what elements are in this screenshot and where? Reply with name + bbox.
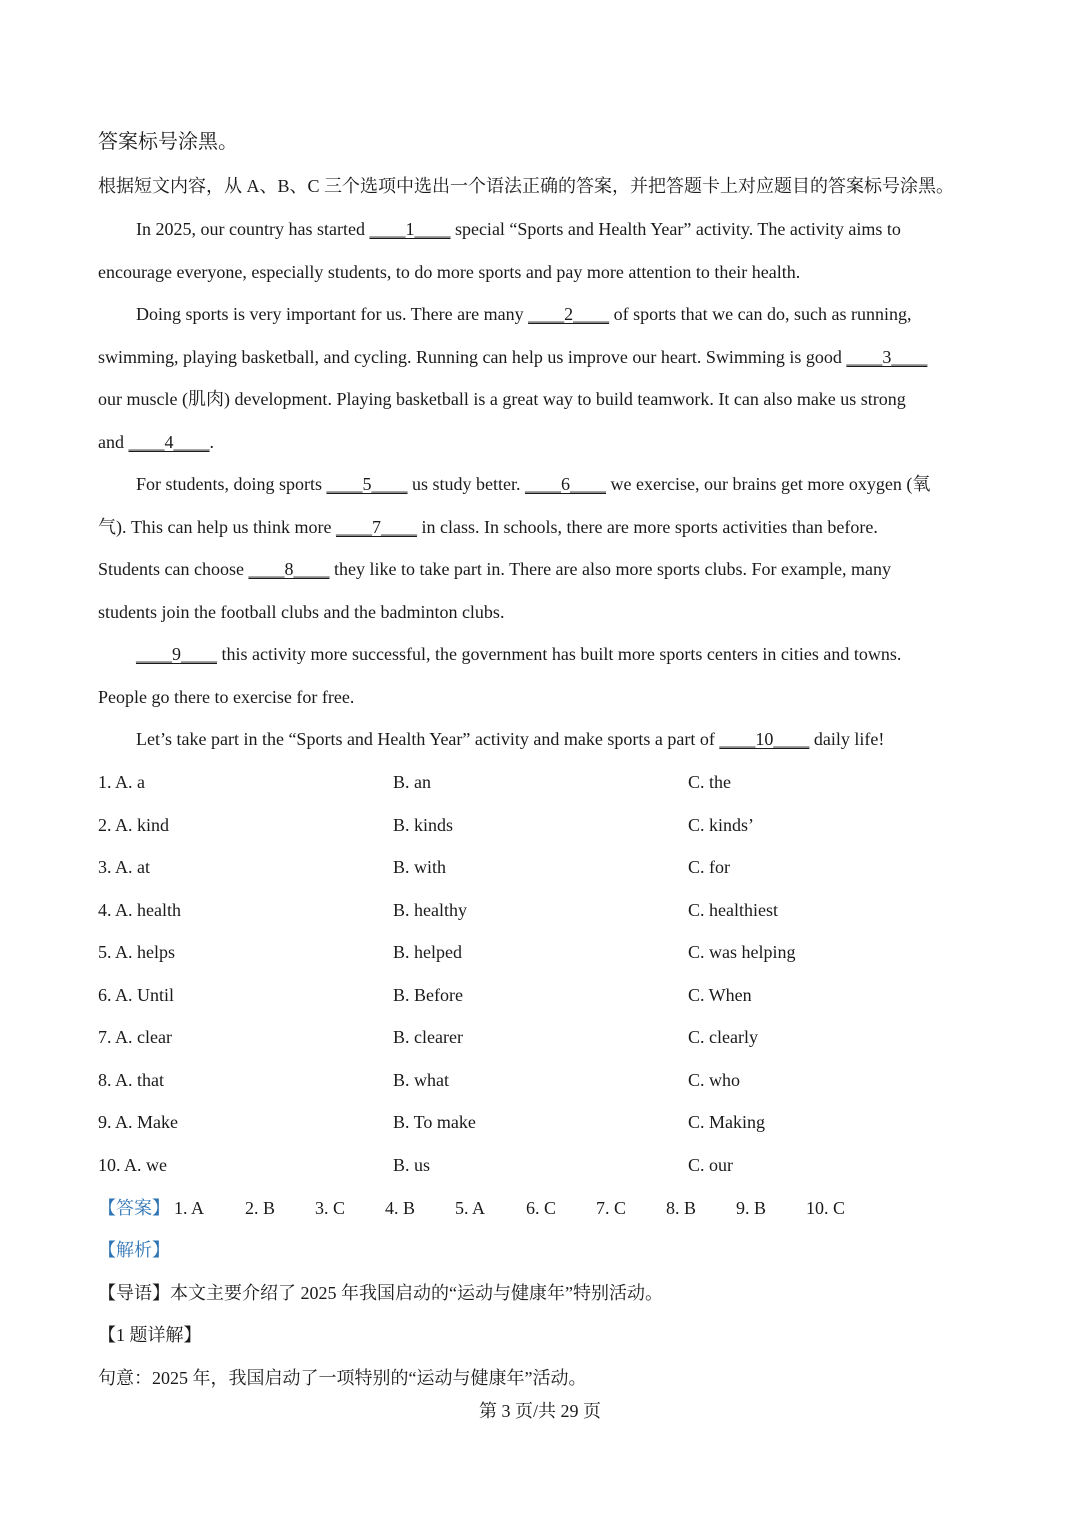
blank-4: ____4____ (128, 432, 210, 452)
option-a: 1. A. a (98, 772, 145, 792)
option-c: C. for (688, 857, 730, 877)
blank-2: ____2____ (528, 304, 610, 324)
option-c: C. our (688, 1154, 733, 1175)
passage-line: Students can choose ____8____ they like to take part in. There are also more sports clubs. For example, many (98, 559, 891, 579)
option-row (98, 940, 998, 964)
option-b: B. Before (393, 984, 463, 1005)
option-a: 9. A. Make (98, 1112, 178, 1132)
option-c: C. healthiest (688, 899, 778, 920)
option-row (98, 813, 998, 837)
option-b: B. us (393, 1154, 431, 1175)
option-row (98, 1025, 998, 1049)
option-a: 8. A. that (98, 1069, 164, 1090)
answer-label: 【答案】 (98, 1198, 170, 1218)
option-a: 2. A. kind (98, 814, 170, 835)
answer-item: 4. B (385, 1198, 416, 1218)
option-row (98, 1110, 998, 1134)
passage-line: Let’s take part in the “Sports and Health Year” activity and make sports a part of ____10____ daily life! (136, 729, 885, 749)
option-b: B. clearer (393, 1027, 463, 1047)
answer-item: 1. A (174, 1198, 205, 1218)
option-a: 10. A. we (98, 1154, 167, 1175)
question-1-label: 【1 题详解】 (98, 1325, 202, 1345)
page-footer: 第 3 页/共 29 页 (478, 1401, 601, 1421)
option-b: B. kinds (393, 814, 454, 835)
option-a: 3. A. at (98, 857, 150, 877)
option-b: B. with (393, 857, 447, 877)
analysis-label: 【解析】 (98, 1240, 170, 1260)
option-b: B. healthy (393, 899, 467, 920)
option-c: C. the (688, 772, 731, 792)
answer-item: 5. A (455, 1198, 486, 1218)
option-c: C. When (688, 984, 752, 1005)
passage-line: For students, doing sports ____5____ us study better. ____6____ we exercise, our brains get more oxygen (氧 (136, 474, 931, 494)
option-row (98, 898, 998, 922)
passage-line: encourage everyone, especially students, to do more sports and pay more attention to their health. (98, 262, 801, 282)
option-c: C. who (688, 1069, 741, 1090)
answer-row (98, 1196, 846, 1220)
answer-item: 9. B (736, 1198, 767, 1218)
intro-text: 【导语】本文主要介绍了 2025 年我国启动的“运动与健康年”特别活动。 (98, 1283, 663, 1303)
option-a: 7. A. clear (98, 1027, 172, 1047)
passage-line: Doing sports is very important for us. There are many ____2____ of sports that we can do, such as running, (136, 304, 912, 324)
blank-6: ____6____ (525, 474, 607, 494)
instruction-text: 根据短文内容，从 A、B、C 三个选项中选出一个语法正确的答案，并把答题卡上对应题目的答案标号涂黑。 (98, 176, 955, 196)
blank-9: ____9____ (136, 644, 217, 664)
passage-line: students join the football clubs and the badminton clubs. (98, 602, 505, 622)
answer-item: 3. C (315, 1198, 346, 1218)
option-a: 6. A. Until (98, 984, 175, 1005)
passage-line: In 2025, our country has started ____1____ special “Sports and Health Year” activity. The activity aims to (136, 219, 901, 239)
option-c: C. kinds’ (688, 814, 755, 835)
answer-item: 2. B (245, 1198, 276, 1218)
answer-item: 7. C (596, 1198, 627, 1218)
blank-1: ____1____ (369, 219, 451, 239)
passage-line: 气). This can help us think more ____7____ in class. In schools, there are more sports activities than before. (98, 517, 878, 537)
option-a: 5. A. helps (98, 942, 176, 962)
blank-3: ____3____ (846, 347, 928, 367)
option-c: C. Making (688, 1112, 766, 1132)
question-1-meaning: 句意：2025 年，我国启动了一项特别的“运动与健康年”活动。 (98, 1368, 587, 1388)
passage-line: and ____4____. (98, 432, 214, 452)
header-fragment: 答案标号涂黑。 (98, 131, 238, 153)
option-row (98, 855, 998, 879)
option-b: B. an (393, 772, 431, 792)
answer-item: 8. B (666, 1198, 697, 1218)
blank-10: ____10____ (719, 729, 810, 749)
passage-line: People go there to exercise for free. (98, 687, 355, 707)
answer-item: 6. C (526, 1198, 557, 1218)
option-b: B. To make (393, 1112, 476, 1132)
blank-5: ____5____ (326, 474, 408, 494)
answer-item: 10. C (806, 1198, 846, 1218)
passage-line: swimming, playing basketball, and cycling. Running can help us improve our heart. Swimming is good ____3____ (98, 347, 928, 367)
option-c: C. was helping (688, 942, 796, 962)
passage-line: ____9____ this activity more successful, the government has built more sports centers in cities and towns. (136, 644, 902, 664)
option-b: B. what (393, 1069, 449, 1090)
option-b: B. helped (393, 942, 462, 962)
option-a: 4. A. health (98, 899, 181, 920)
blank-8: ____8____ (248, 559, 330, 579)
option-row (98, 1153, 998, 1177)
option-row (98, 983, 998, 1007)
option-row (98, 770, 998, 794)
option-c: C. clearly (688, 1027, 758, 1047)
passage-line: our muscle (肌肉) development. Playing basketball is a great way to build teamwork. It can also make us strong (98, 389, 906, 409)
blank-7: ____7____ (335, 517, 417, 537)
option-row (98, 1068, 998, 1092)
